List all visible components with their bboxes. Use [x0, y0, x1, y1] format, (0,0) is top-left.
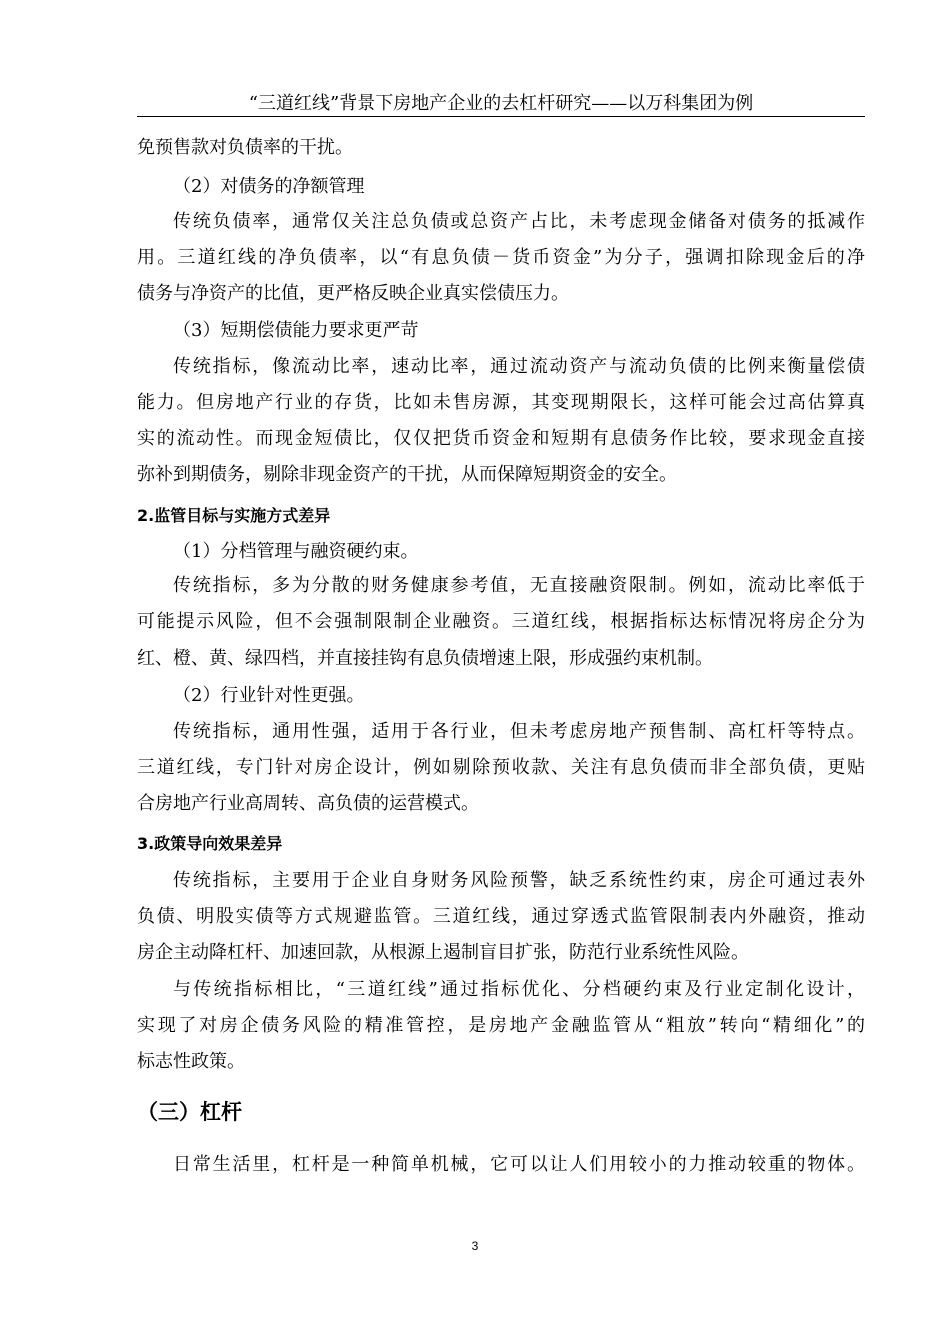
paragraph-line: 免预售款对负债率的干扰。	[137, 137, 353, 158]
heading-regulatory-goals: 2.监管目标与实施方式差异	[137, 506, 331, 525]
paragraph-line: 债务与净资产的比值，更严格反映企业真实偿债压力。	[137, 283, 569, 304]
paragraph-line: 负债、明股实债等方式规避监管。三道红线，通过穿透式监管限制表内外融资，推动	[137, 906, 865, 927]
paragraph-line: 与传统指标相比，“三道红线”通过指标优化、分档硬约束及行业定制化设计，	[173, 979, 865, 1000]
paragraph-line: 标志性政策。	[137, 1051, 245, 1072]
paragraph-line: 合房地产行业高周转、高负债的运营模式。	[137, 793, 479, 814]
subheading-tiered-management: （1）分档管理与融资硬约束。	[173, 541, 419, 562]
paragraph-line: 传统负债率，通常仅关注总负债或总资产占比，未考虑现金储备对债务的抵减作	[173, 211, 865, 232]
paragraph-line: 传统指标，多为分散的财务健康参考值，无直接融资限制。例如，流动比率低于	[173, 575, 865, 596]
paragraph-line: 传统指标，像流动比率，速动比率，通过流动资产与流动负债的比例来衡量偿债	[173, 356, 865, 377]
paragraph-line: 传统指标，通用性强，适用于各行业，但未考虑房地产预售制、高杠杆等特点。	[173, 721, 865, 742]
paragraph-line: 日常生活里，杠杆是一种简单机械，它可以让人们用较小的力推动较重的物体。	[173, 1154, 865, 1175]
subheading-industry-targeting: （2）行业针对性更强。	[173, 685, 365, 706]
running-header: “三道红线”背景下房地产企业的去杠杆研究——以万科集团为例	[248, 93, 754, 114]
paragraph-line: 可能提示风险，但不会强制限制企业融资。三道红线，根据指标达标情况将房企分为	[137, 611, 865, 632]
paragraph-line: 房企主动降杠杆、加速回款，从根源上遏制盲目扩张，防范行业系统性风险。	[137, 942, 749, 963]
paragraph-line: 传统指标，主要用于企业自身财务风险预警，缺乏系统性约束，房企可通过表外	[173, 870, 865, 891]
paragraph-line: 弥补到期债务，剔除非现金资产的干扰，从而保障短期资金的安全。	[137, 464, 677, 485]
page-number: 3	[471, 1239, 479, 1253]
paragraph-line: 实的流动性。而现金短债比，仅仅把货币资金和短期有息债务作比较，要求现金直接	[137, 428, 865, 449]
paragraph-line: 能力。但房地产行业的存货，比如未售房源，其变现期限长，这样可能会过高估算真	[137, 392, 865, 413]
paragraph-line: 三道红线，专门针对房企设计，例如剔除预收款、关注有息负债而非全部负债，更贴	[137, 757, 865, 778]
subheading-net-debt: （2）对债务的净额管理	[173, 176, 365, 197]
section-heading-leverage: （三）杠杆	[137, 1100, 242, 1124]
paragraph-line: 用。三道红线的净负债率，以“有息负债－货币资金”为分子，强调扣除现金后的净	[137, 247, 865, 268]
paragraph-line: 实现了对房企债务风险的精准管控，是房地产金融监管从“粗放”转向“精细化”的	[137, 1015, 865, 1036]
paragraph-line: 红、橙、黄、绿四档，并直接挂钩有息负债增速上限，形成强约束机制。	[137, 648, 713, 669]
heading-policy-orientation: 3.政策导向效果差异	[137, 834, 283, 853]
subheading-short-term: （3）短期偿债能力要求更严苛	[173, 320, 419, 341]
header-rule	[137, 116, 865, 117]
